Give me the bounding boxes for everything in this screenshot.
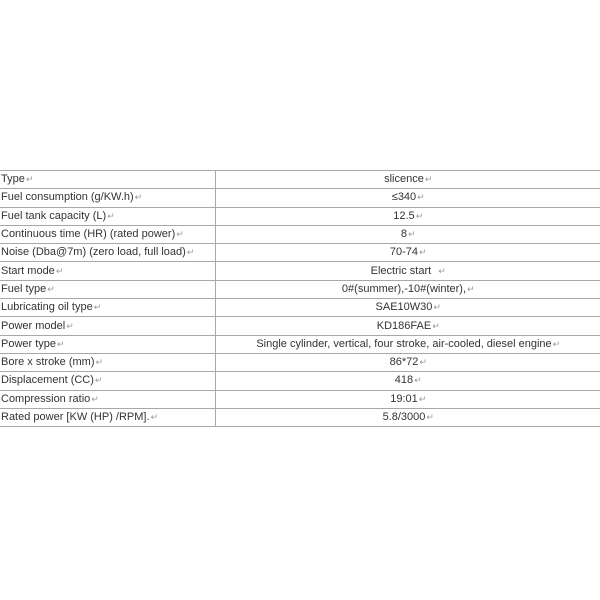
paragraph-mark-icon: ↵ xyxy=(415,210,424,221)
paragraph-mark-icon: ↵ xyxy=(95,357,104,368)
spec-value: 5.8/3000 xyxy=(382,411,426,423)
spec-label-cell xyxy=(0,353,215,371)
spec-value-cell xyxy=(215,189,600,207)
spec-value-cell xyxy=(215,280,600,298)
spec-value-cell xyxy=(215,171,600,189)
spec-value-cell xyxy=(215,225,600,243)
paragraph-mark-icon: ↵ xyxy=(424,174,433,185)
spec-value-cell xyxy=(215,353,600,371)
table-row xyxy=(0,317,600,335)
table-row xyxy=(0,353,600,371)
paragraph-mark-icon: ↵ xyxy=(134,192,143,203)
paragraph-mark-icon: ↵ xyxy=(186,247,195,258)
spec-label: Displacement (CC) xyxy=(1,374,94,387)
spec-label: Fuel tank capacity (L) xyxy=(1,209,107,222)
paragraph-mark-icon: ↵ xyxy=(467,283,475,294)
spec-value: 19:01 xyxy=(390,392,418,405)
paragraph-mark-icon: ↵ xyxy=(150,412,159,422)
paragraph-mark-icon: ↵ xyxy=(107,210,115,221)
spec-label: Lubricating oil type xyxy=(1,301,93,314)
spec-label: Power type xyxy=(1,337,57,350)
spec-value: ≤340 xyxy=(391,191,417,204)
paragraph-mark-icon: ↵ xyxy=(418,393,427,404)
spec-label: Bore x stroke (mm) xyxy=(1,356,95,369)
spec-value-cell xyxy=(215,299,600,317)
spec-value-cell xyxy=(215,408,600,426)
table-row xyxy=(0,207,600,225)
paragraph-mark-icon: ↵ xyxy=(93,302,102,313)
spec-value: 8 xyxy=(400,228,408,241)
spec-label: Type xyxy=(1,173,25,186)
spec-label: Compression ratio xyxy=(1,392,91,405)
spec-value: 70-74 xyxy=(389,246,419,259)
paragraph-mark-icon: ↵ xyxy=(176,229,184,240)
spec-label: Continuous time (HR) (rated power) xyxy=(1,228,176,241)
spec-value-cell xyxy=(215,335,600,353)
spec-label-cell xyxy=(0,317,215,335)
spec-value-cell xyxy=(215,372,600,390)
table-row xyxy=(0,225,600,243)
paragraph-mark-icon: ↵ xyxy=(408,229,416,240)
spec-label: Rated power [KW (HP) /RPM]. xyxy=(1,411,150,423)
paragraph-mark-icon: ↵ xyxy=(417,192,425,203)
paragraph-mark-icon: ↵ xyxy=(432,320,440,331)
spec-value-cell xyxy=(215,207,600,225)
spec-label: Fuel consumption (g/KW.h) xyxy=(1,191,134,204)
spec-label-cell xyxy=(0,390,215,408)
table-row xyxy=(0,408,600,426)
table-row xyxy=(0,189,600,207)
spec-value-cell xyxy=(215,390,600,408)
spec-label-cell xyxy=(0,408,215,426)
spec-value: 12.5 xyxy=(393,209,415,222)
spec-value: KD186FAE xyxy=(376,319,432,332)
spec-label-cell xyxy=(0,225,215,243)
paragraph-mark-icon: ↵ xyxy=(438,265,446,276)
spec-label-cell xyxy=(0,207,215,225)
spec-label-cell xyxy=(0,244,215,262)
spec-value: 418 xyxy=(394,374,414,387)
spec-label-cell xyxy=(0,335,215,353)
table-row xyxy=(0,244,600,262)
paragraph-mark-icon: ↵ xyxy=(57,338,65,349)
spec-value-cell xyxy=(215,262,600,280)
table-row xyxy=(0,171,600,189)
spec-value: 86*72 xyxy=(389,356,419,369)
spec-value-cell xyxy=(215,317,600,335)
paragraph-mark-icon: ↵ xyxy=(414,375,422,386)
paragraph-mark-icon: ↵ xyxy=(25,174,34,185)
spec-label-cell xyxy=(0,280,215,298)
spec-label-cell xyxy=(0,189,215,207)
table-row xyxy=(0,390,600,408)
paragraph-mark-icon: ↵ xyxy=(419,247,427,258)
paragraph-mark-icon: ↵ xyxy=(426,412,434,422)
paragraph-mark-icon: ↵ xyxy=(552,338,561,349)
table-row xyxy=(0,299,600,317)
spec-label: Power model xyxy=(1,319,66,332)
spec-label: Noise (Dba@7m) (zero load, full load) xyxy=(1,246,186,259)
spec-table xyxy=(0,170,600,427)
table-row xyxy=(0,335,600,353)
spec-label-cell xyxy=(0,299,215,317)
paragraph-mark-icon: ↵ xyxy=(55,265,64,276)
spec-label: Start mode xyxy=(1,264,55,277)
spec-value: slicence xyxy=(384,173,424,186)
paragraph-mark-icon: ↵ xyxy=(433,302,441,313)
paragraph-mark-icon: ↵ xyxy=(91,393,99,404)
table-row xyxy=(0,280,600,298)
spec-value: Electric start xyxy=(370,264,438,277)
table-row xyxy=(0,262,600,280)
spec-label: Fuel type xyxy=(1,282,47,295)
paragraph-mark-icon: ↵ xyxy=(66,320,74,331)
spec-label-cell xyxy=(0,372,215,390)
spec-label-cell xyxy=(0,171,215,189)
table-row xyxy=(0,372,600,390)
spec-value: 0#(summer),-10#(winter), xyxy=(341,282,467,295)
paragraph-mark-icon: ↵ xyxy=(94,375,103,386)
spec-value-cell xyxy=(215,244,600,262)
spec-value: Single cylinder, vertical, four stroke, air-cooled, diesel engine xyxy=(256,337,552,350)
paragraph-mark-icon: ↵ xyxy=(47,283,55,294)
spec-value: SAE10W30 xyxy=(375,301,433,314)
spec-label-cell xyxy=(0,262,215,280)
paragraph-mark-icon: ↵ xyxy=(419,357,427,368)
